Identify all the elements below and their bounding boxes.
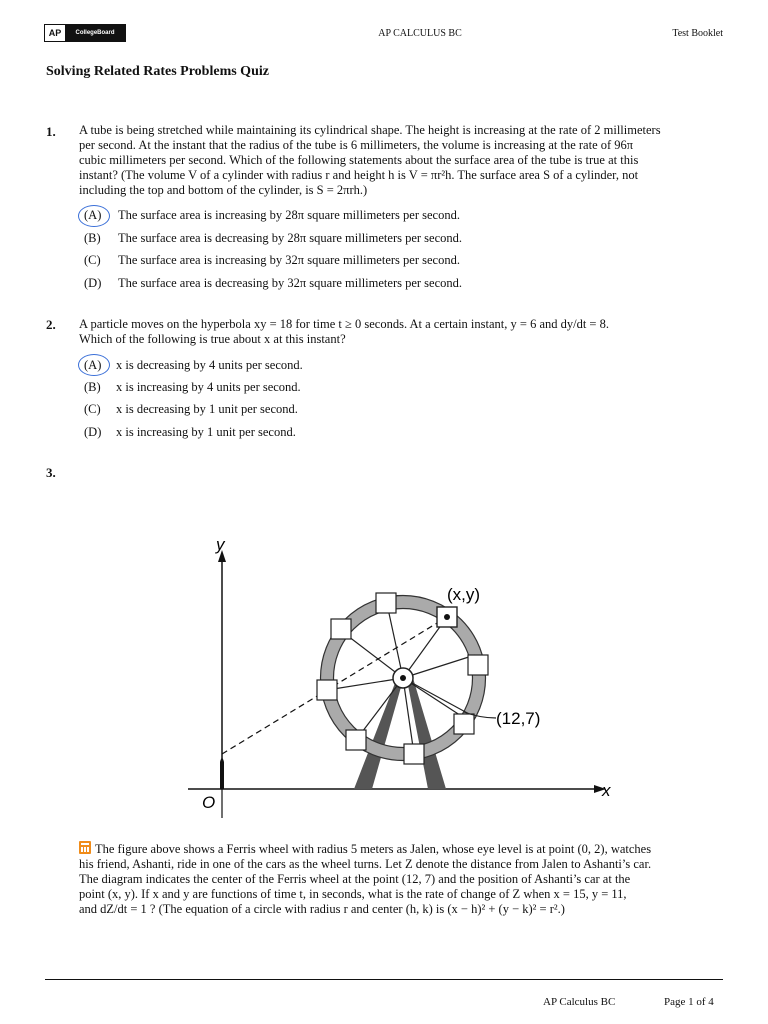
choice-label: (D) — [84, 276, 102, 290]
choice-label: (A) — [84, 208, 102, 222]
logo-ap: AP — [45, 25, 65, 41]
car-label: (x,y) — [447, 585, 481, 604]
question-2-number: 2. — [46, 317, 56, 332]
stem-line: per second. At the instant that the radius of the tube is 6 millimeters, the volume is increasing at the rate of 96π — [79, 138, 634, 152]
stem-text: The figure above shows a Ferris wheel with radius 5 meters as Jalen, whose eye level is at point (0, 2), watches — [95, 842, 652, 856]
q1-choice-a[interactable] — [84, 208, 460, 223]
question-1-stem — [79, 123, 729, 198]
stem-line: including the top and bottom of the cylinder, is S = 2πrh.) — [79, 183, 368, 197]
stem-line: point (x, y). If x and y are functions of time t, in seconds, what is the rate of change of Z when x = 15, y = 11, — [79, 887, 627, 901]
stem-line: his friend, Ashanti, ride in one of the cars as the wheel turns. Let Z denote the distance from Jalen to Ashanti’s car. — [79, 857, 652, 871]
q1-choice-c[interactable] — [84, 253, 460, 268]
question-1-number: 1. — [46, 124, 56, 139]
origin-label: O — [202, 793, 216, 812]
stem-line — [79, 841, 729, 857]
x-axis-label: x — [602, 781, 611, 800]
choice-label: (B) — [84, 231, 101, 245]
q2-choice-d[interactable] — [84, 425, 296, 440]
q1-choice-b[interactable] — [84, 231, 462, 246]
footer-divider — [45, 979, 723, 980]
question-2-stem — [79, 317, 729, 347]
center-label: (12,7) — [496, 709, 541, 728]
choice-text: The surface area is increasing by 28π square millimeters per second. — [118, 208, 460, 222]
choice-label: (D) — [84, 425, 102, 439]
choice-label: (C) — [84, 402, 101, 416]
choice-label: (B) — [84, 380, 101, 394]
calculator-icon — [79, 841, 91, 854]
selected-answer-circle — [78, 354, 110, 376]
choice-text: The surface area is decreasing by 32π square millimeters per second. — [118, 276, 463, 290]
q2-choice-a[interactable] — [84, 358, 303, 373]
stem-line: and dZ/dt = 1 ? (The equation of a circle with radius r and center (h, k) is (x − h)² + (y − k)² = r².) — [79, 902, 565, 916]
support-leg-right — [407, 678, 446, 789]
header-course: AP CALCULUS BC — [378, 28, 462, 39]
ferris-wheel-figure — [180, 530, 630, 825]
stem-line: A particle moves on the hyperbola xy = 18 for time t ≥ 0 seconds. At a certain instant, y = 6 and dy/dt = 8. — [79, 317, 609, 331]
choice-text: x is decreasing by 1 unit per second. — [116, 402, 298, 416]
jalen-figure — [220, 758, 224, 789]
choice-label: (A) — [84, 358, 102, 372]
y-axis-label: y — [216, 535, 225, 554]
stem-line: cubic millimeters per second. Which of the following statements about the surface area of the tube is true at this — [79, 153, 639, 167]
q2-choice-b[interactable] — [84, 380, 301, 395]
hub-center-point — [400, 675, 406, 681]
choice-text: x is increasing by 4 units per second. — [116, 380, 301, 394]
footer-page-number: Page 1 of 4 — [664, 996, 714, 1008]
header-booklet: Test Booklet — [672, 28, 723, 39]
choice-text: x is decreasing by 4 units per second. — [116, 358, 303, 372]
page-title: Solving Related Rates Problems Quiz — [46, 64, 269, 79]
footer-course: AP Calculus BC — [543, 996, 616, 1008]
question-3-stem — [79, 841, 729, 917]
stem-line: A tube is being stretched while maintaining its cylindrical shape. The height is increasing at the rate of 2 millimeters — [79, 123, 661, 137]
choice-text: x is increasing by 1 unit per second. — [116, 425, 296, 439]
car-point — [444, 614, 450, 620]
choice-text: The surface area is decreasing by 28π square millimeters per second. — [118, 231, 463, 245]
logo-collegeboard: CollegeBoard — [65, 25, 125, 41]
q1-choice-d[interactable] — [84, 276, 462, 291]
q2-choice-c[interactable] — [84, 402, 298, 417]
stem-line: The diagram indicates the center of the Ferris wheel at the point (12, 7) and the position of Ashanti’s car at the — [79, 872, 631, 886]
choice-text: The surface area is increasing by 32π square millimeters per second. — [118, 253, 460, 267]
question-3-number: 3. — [46, 465, 56, 480]
selected-answer-circle — [78, 205, 110, 227]
stem-line: instant? (The volume V of a cylinder with radius r and height h is V = πr²h. The surface area S of a cylinder, not — [79, 168, 639, 182]
stem-line: Which of the following is true about x at this instant? — [79, 332, 346, 346]
choice-label: (C) — [84, 253, 101, 267]
